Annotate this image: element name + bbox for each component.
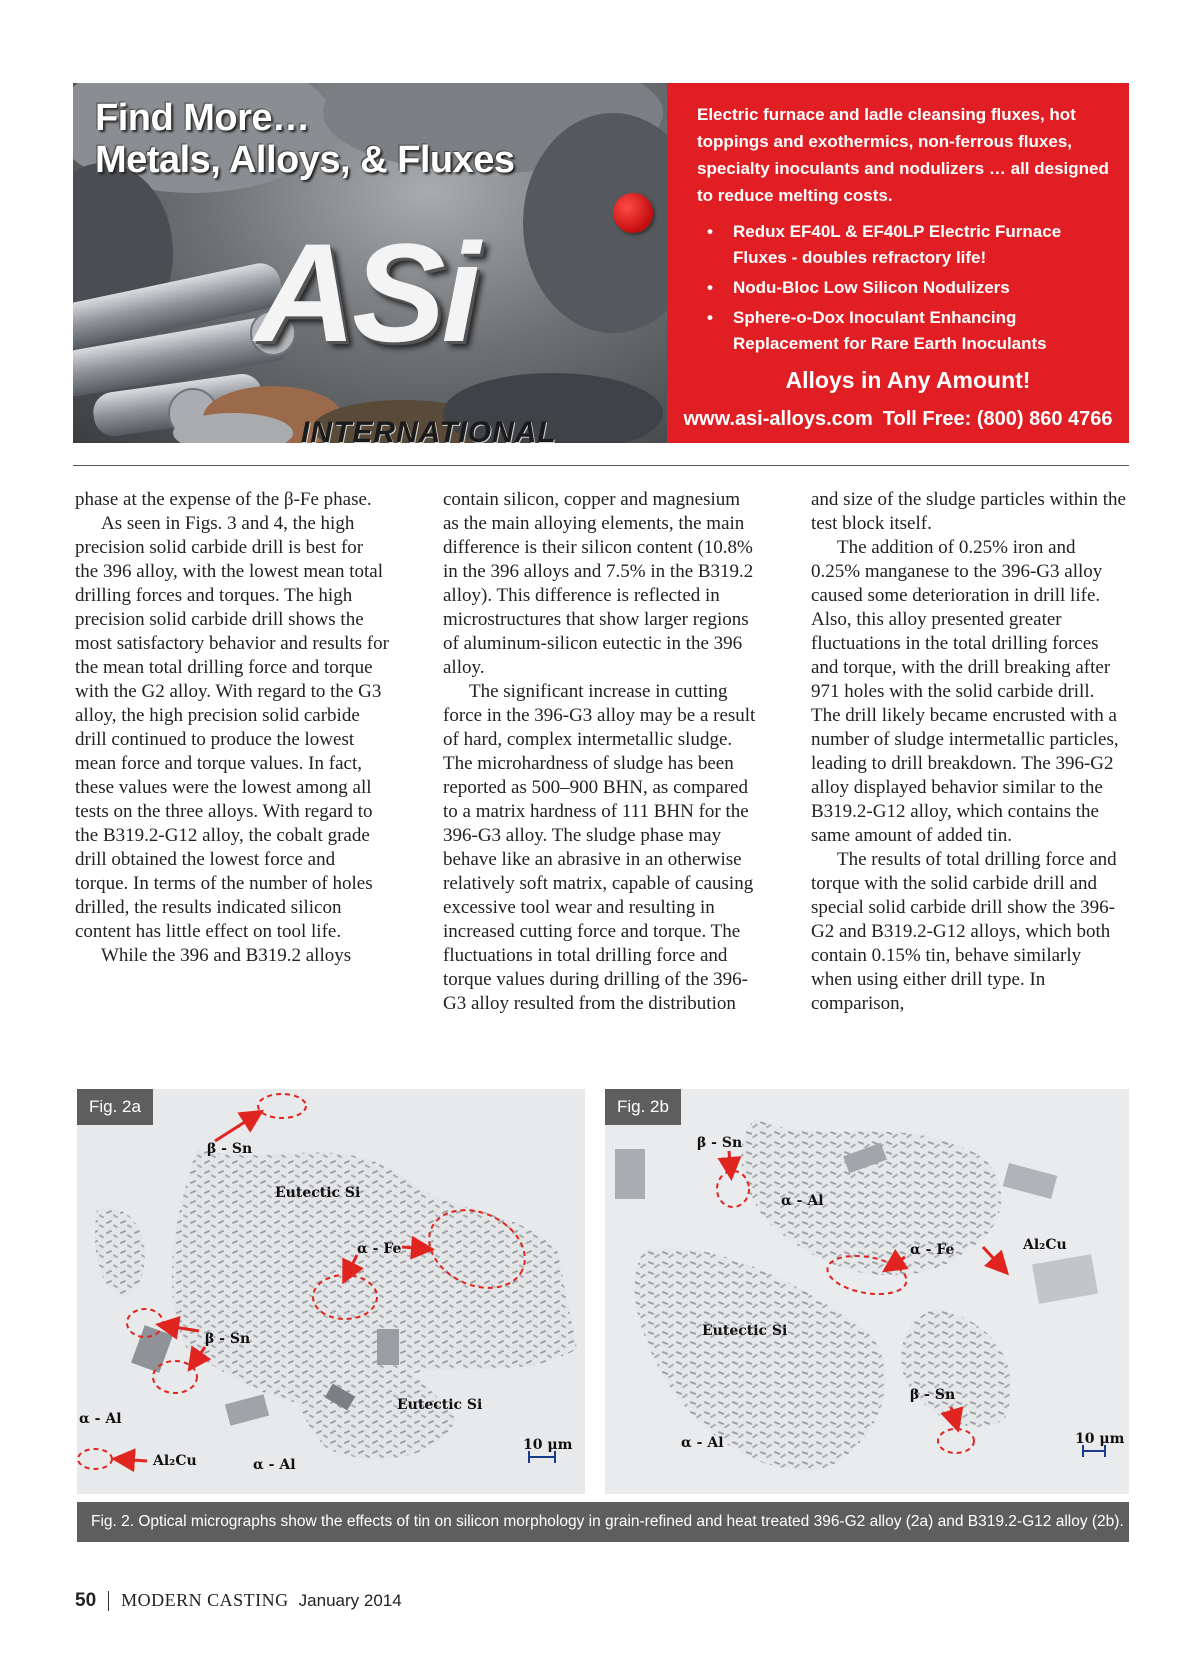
page-footer	[75, 1590, 402, 1612]
label-eutectic-si: Eutectic Si	[275, 1185, 361, 1201]
article-column-1	[75, 488, 391, 1016]
magazine-name: MODERN CASTING	[121, 1590, 289, 1610]
asi-advertisement	[73, 83, 1129, 443]
label-beta-sn: β - Sn	[205, 1331, 251, 1347]
ad-bullet	[707, 275, 1119, 301]
label-al2cu: Al₂Cu	[1023, 1237, 1067, 1253]
figure-tag-2b: Fig. 2b	[605, 1089, 681, 1125]
ad-bullet-text: Nodu-Bloc Low Silicon Nodulizers	[733, 278, 1010, 297]
label-eutectic-si: Eutectic Si	[702, 1323, 788, 1339]
bullet-icon: •	[707, 222, 713, 241]
figure-tag-2a: Fig. 2a	[77, 1089, 153, 1125]
label-alpha-al: α - Al	[253, 1457, 296, 1473]
paragraph: The results of total drilling force and torque with the solid carbide drill and special solid carbide drill show the 396-G2 and B319.2-G12 alloys, which both contain 0.15% tin, behave similarly when using either drill type. In comparison,	[811, 849, 1117, 1014]
article-body	[75, 488, 1127, 1016]
asi-logo-subtitle: INTERNATIONAL	[301, 416, 557, 443]
micrograph-2a	[77, 1089, 585, 1494]
asi-logo-dot	[613, 193, 653, 233]
ad-headline-line-1: Find More…	[95, 97, 310, 139]
label-beta-sn: β - Sn	[697, 1135, 743, 1151]
label-alpha-al: α - Al	[781, 1193, 824, 1209]
bullet-icon: •	[707, 278, 713, 297]
paragraph: As seen in Figs. 3 and 4, the high precision solid carbide drill is best for the 396 alloy, with the lowest mean total drilling forces and torques. The high precision solid carbide drill shows the most satisfactory behavior and results for the mean total drilling force and torque with the G2 alloy. With regard to the G3 alloy, the high precision solid carbide drill continued to produce the lowest mean force and torque values. In fact, these values were the lowest among all tests on the three alloys. With regard to the B319.2-G12 alloy, the cobalt grade drill obtained the lowest force and torque. In terms of the number of holes drilled, the results indicated silicon content has little effect on tool life.	[75, 513, 389, 942]
paragraph: contain silicon, copper and magnesium as the main alloying elements, the main difference is their silicon content (10.8% in the 396 alloys and 7.5% in the B319.2 alloy). This difference is reflected in microstructures that show larger regions of aluminum-silicon eutectic in the 396 alloy.	[443, 489, 754, 678]
paragraph: phase at the expense of the β-Fe phase.	[75, 489, 372, 510]
article-column-2	[443, 488, 759, 1016]
label-beta-sn: β - Sn	[910, 1387, 956, 1403]
ad-contact	[675, 408, 1121, 431]
label-alpha-fe: α - Fe	[357, 1241, 402, 1257]
ad-bullet	[707, 219, 1119, 271]
issue-date: January 2014	[298, 1591, 402, 1610]
ad-headline	[95, 97, 515, 181]
figure-caption: Fig. 2. Optical micrographs show the effects of tin on silicon morphology in grain-refined and heat treated 396-G2 alloy (2a) and B319.2-G12 alloy (2b).	[77, 1502, 1129, 1542]
footer-divider	[108, 1591, 109, 1611]
scale-bar-label: 10 μm	[1075, 1431, 1125, 1447]
asi-logo-word: ASi	[255, 214, 477, 371]
paragraph: The significant increase in cutting force in the 396-G3 alloy may be a result of hard, complex intermetallic sludge. The microhardness of sludge has been reported as 500–900 BHN, as compared to a matrix hardness of 111 BHN for the 396-G3 alloy. The sludge phase may behave like an abrasive in an otherwise relatively soft matrix, capable of causing excessive tool wear and resulting in increased cutting force and torque. The fluctuations in total drilling force and torque values during drilling of the 396-G3 alloy resulted from the distribution	[443, 681, 756, 1014]
ad-bullet	[707, 305, 1119, 357]
scale-bar-label: 10 μm	[523, 1437, 573, 1453]
label-beta-sn: β - Sn	[207, 1141, 253, 1157]
ad-phone: Toll Free: (800) 860 4766	[882, 408, 1113, 430]
ad-website-link[interactable]: www.asi-alloys.com	[683, 408, 873, 430]
section-divider	[73, 465, 1129, 466]
label-alpha-al: α - Al	[681, 1435, 724, 1451]
micrograph-2a-image	[77, 1089, 585, 1494]
paragraph: and size of the sludge particles within the test block itself.	[811, 489, 1126, 534]
ad-tagline: Alloys in Any Amount!	[785, 367, 1031, 393]
micrograph-2b-image	[605, 1089, 1129, 1494]
page-number: 50	[75, 1590, 97, 1611]
ad-text-panel	[667, 83, 1129, 443]
paragraph: The addition of 0.25% iron and 0.25% manganese to the 396-G3 alloy caused some deterioration in drill life. Also, this alloy presented greater fluctuations in the total drilling forces and torque, with the drill breaking after 971 holes with the solid carbide drill. The drill likely became encrusted with a number of sludge intermetallic particles, leading to drill breakdown. The 396-G2 alloy displayed behavior similar to the B319.2-G12 alloy, which contains the same amount of added tin.	[811, 537, 1119, 846]
label-eutectic-si: Eutectic Si	[397, 1397, 483, 1413]
ad-bullet-text: Redux EF40L & EF40LP Electric Furnace Fluxes - doubles refractory life!	[733, 222, 1062, 267]
label-alpha-al: α - Al	[79, 1411, 122, 1427]
ad-intro: Electric furnace and ladle cleansing fluxes, hot toppings and exothermics, non-ferrous fluxes, specialty inoculants and nodulizers … all designed to reduce melting costs.	[697, 105, 1109, 205]
article-column-3	[811, 488, 1127, 1016]
figure-2	[77, 1089, 1129, 1555]
label-al2cu: Al₂Cu	[153, 1453, 197, 1469]
ad-headline-line-2: Metals, Alloys, & Fluxes	[95, 139, 515, 181]
paragraph: While the 396 and B319.2 alloys	[101, 945, 352, 966]
bullet-icon: •	[707, 308, 713, 327]
ad-bullet-list	[697, 219, 1119, 357]
ad-bullet-text: Sphere-o-Dox Inoculant Enhancing Replacement for Rare Earth Inoculants	[733, 308, 1047, 353]
micrograph-2b	[605, 1089, 1129, 1494]
ad-image-panel	[73, 83, 667, 443]
label-alpha-fe: α - Fe	[910, 1242, 955, 1258]
